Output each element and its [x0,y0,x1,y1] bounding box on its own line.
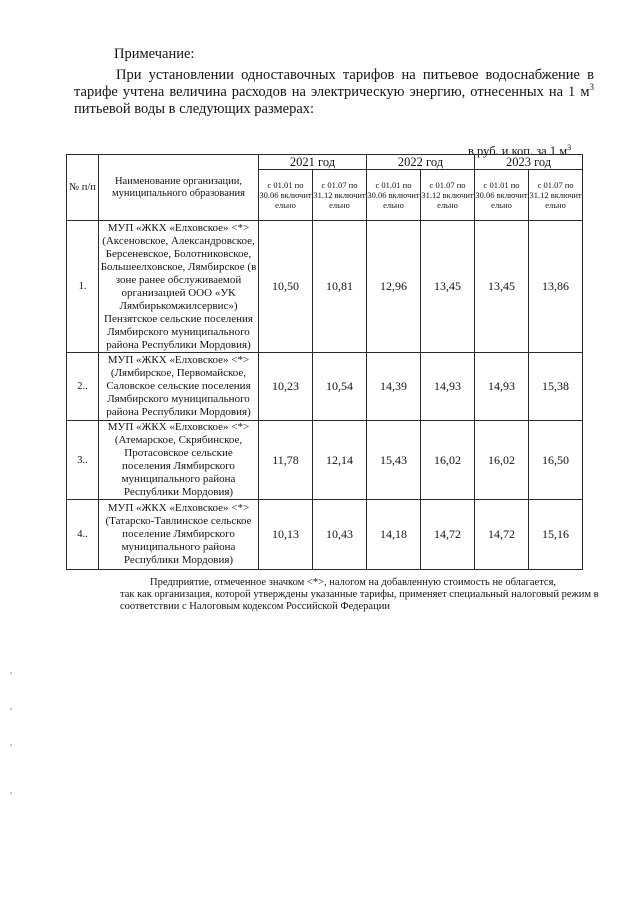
note-text-main: При установлении одноставочных тарифов на питьевое водоснабжение в тарифе учтена величина расходов на электрическую энергию, отнесенных на 1 м [74,67,594,100]
header-period: с 01.07 по 31.12 включит ельно [313,170,367,221]
tariff-value: 14,72 [421,500,475,570]
table-row [67,421,583,500]
tariff-value: 12,96 [367,221,421,353]
tariff-value: 10,54 [313,353,367,421]
note-text-end: питьевой воды в следующих размерах: [74,101,315,117]
tariff-value: 12,14 [313,421,367,500]
tariff-value: 13,45 [421,221,475,353]
tariff-value: 10,43 [313,500,367,570]
tariff-value: 14,93 [475,353,529,421]
tariff-value: 10,81 [313,221,367,353]
note-title: Примечание: [114,46,195,62]
tariff-value: 10,50 [259,221,313,353]
header-period: с 01.01 по 30.06 включит ельно [475,170,529,221]
tariff-value: 15,16 [529,500,583,570]
header-period: с 01.07 по 31.12 включит ельно [421,170,475,221]
header-number: № п/п [67,155,99,221]
header-year-2023: 2023 год [475,155,583,170]
tariff-value: 15,38 [529,353,583,421]
note-paragraph [74,67,594,118]
tariff-value: 14,93 [421,353,475,421]
tariff-value: 14,39 [367,353,421,421]
scan-speck [10,708,12,710]
header-period: с 01.01 по 30.06 включит ельно [367,170,421,221]
tariff-value: 14,18 [367,500,421,570]
row-number: 4.. [67,500,99,570]
organization-cell: МУП «ЖКХ «Елховское» <*> (Аксеновское, Александровское, Берсеневское, Болотниковское, Большеелховское, Лямбирское (в зоне ранее обслуживаемой организацией ООО «УК Лямбирькомжилсервис») Пензятское сельские поселения Лямбирского муниципального района Республики Мордовия) [99,221,259,353]
tariff-value: 13,45 [475,221,529,353]
scan-speck [10,672,12,674]
row-number: 3.. [67,421,99,500]
scan-speck [10,744,12,746]
scan-speck [10,792,12,794]
header-year-2021: 2021 год [259,155,367,170]
table-row [67,500,583,570]
unit-text: в руб. и коп. за 1 м [468,144,568,158]
header-year-2022: 2022 год [367,155,475,170]
organization-cell: МУП «ЖКХ «Елховское» <*> (Атемарское, Скрябинское, Протасовское сельские поселения Лямбирского муниципального района Республики Мордовия) [99,421,259,500]
header-period: с 01.07 по 31.12 включит ельно [529,170,583,221]
row-number: 1. [67,221,99,353]
tariff-table [66,154,583,570]
tariff-value: 16,50 [529,421,583,500]
organization-cell: МУП «ЖКХ «Елховское» <*> (Лямбирское, Первомайское, Саловское сельские поселения Лямбирского муниципального района Республики Мордовия) [99,353,259,421]
footnote-line: так как организация, которой утверждены указанные тарифы, применяет специальный налоговый режим в соответствии с Налоговым кодексом Российской Федерации [120,589,599,612]
table-row [67,353,583,421]
tariff-value: 10,13 [259,500,313,570]
header-period: с 01.01 по 30.06 включит ельно [259,170,313,221]
tariff-value: 10,23 [259,353,313,421]
table-row [67,221,583,353]
tariff-value: 14,72 [475,500,529,570]
unit-superscript: 3 [567,142,572,152]
tariff-value: 15,43 [367,421,421,500]
row-number: 2.. [67,353,99,421]
tariff-value: 13,86 [529,221,583,353]
footnote-line: Предприятие, отмеченное значком <*>, налогом на добавленную стоимость не облагается, [150,577,557,588]
tariff-value: 11,78 [259,421,313,500]
tariff-value: 16,02 [475,421,529,500]
header-organization: Наименование организации, муниципального образования [99,155,259,221]
organization-cell: МУП «ЖКХ «Елховское» <*> (Татарско-Тавлинское сельское поселение Лямбирского муниципального района Республики Мордовия) [99,500,259,570]
tariff-value: 16,02 [421,421,475,500]
note-text-superscript: 3 [589,82,594,93]
footnote [120,577,610,613]
